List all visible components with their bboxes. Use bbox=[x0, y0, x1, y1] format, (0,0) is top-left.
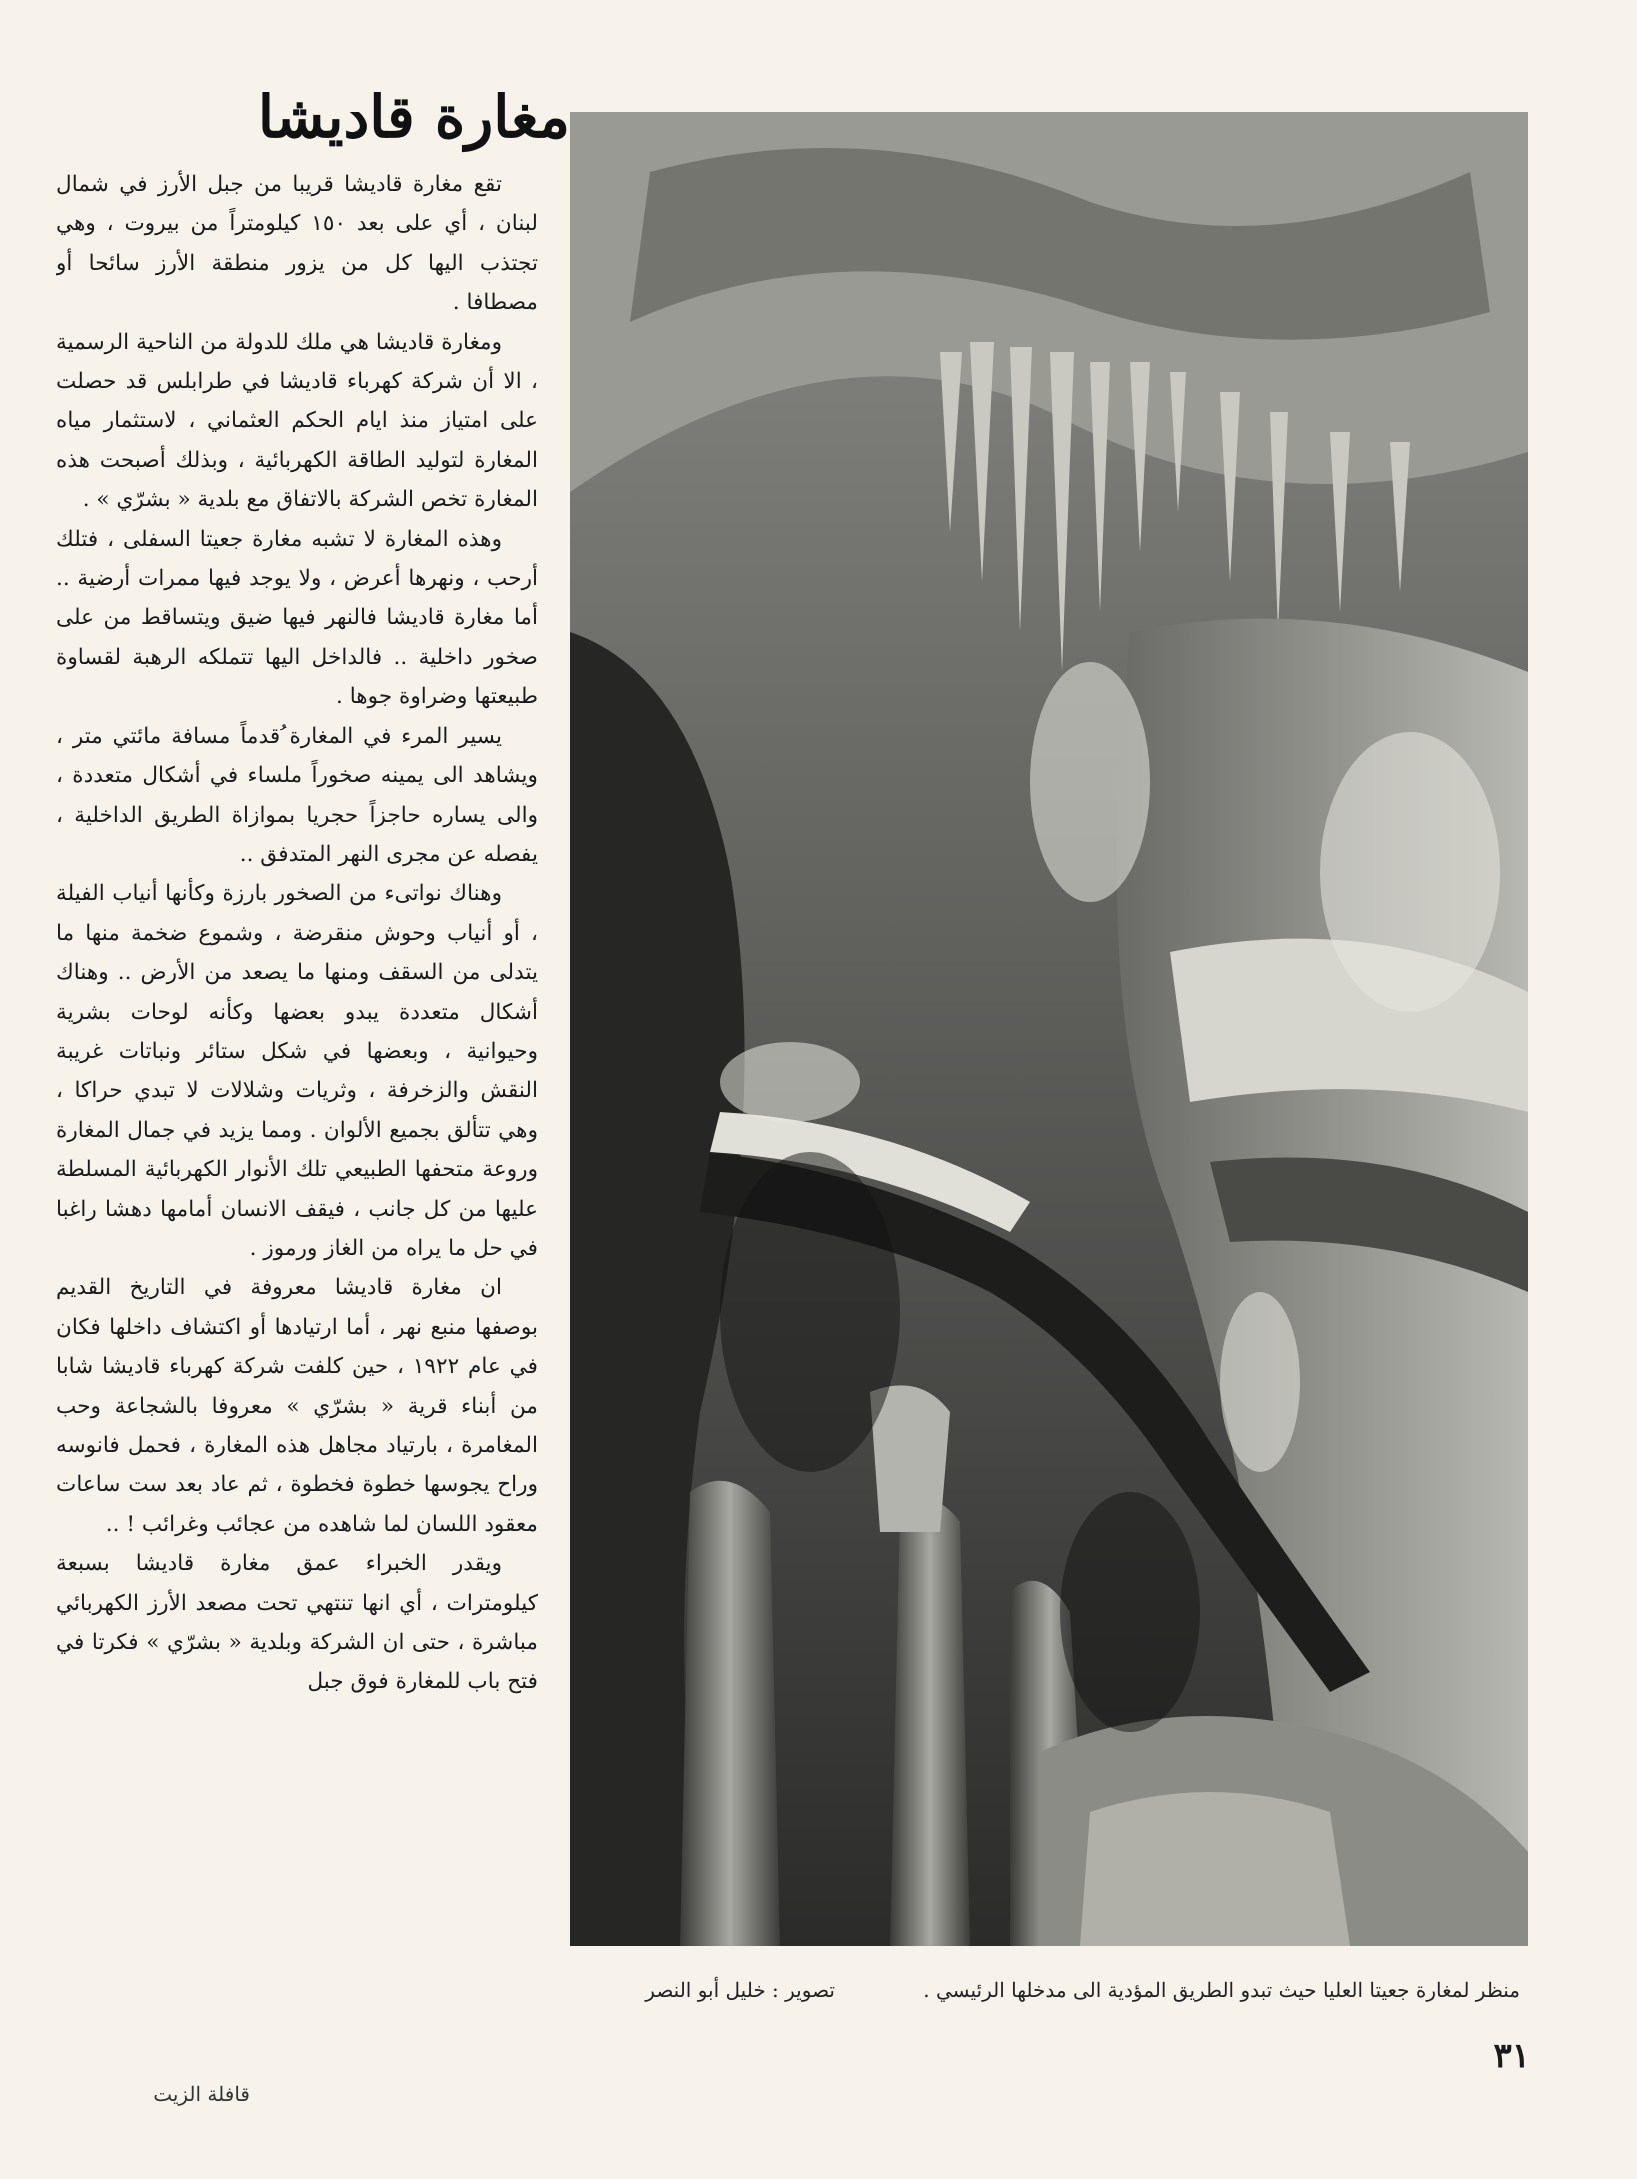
photo-caption: منظر لمغارة جعيتا العليا حيث تبدو الطريق المؤدية الى مدخلها الرئيسي . bbox=[923, 1978, 1520, 2002]
article-title: مغارة قاديشا bbox=[257, 83, 570, 151]
paragraph: وهذه المغارة لا تشبه مغارة جعيتا السفلى ، فتلك أرحب ، ونهرها أعرض ، ولا يوجد فيها ممرات أرضية .. أما مغارة قاديشا فالنهر فيها ضيق ويتساقط من على صخور داخلية .. فالداخل اليها تتملكه الرهبة لقساوة طبيعتها وضراوة جوها . bbox=[56, 526, 538, 710]
paragraph: ويقدر الخبراء عمق مغارة قاديشا بسبعة كيلومترات ، أي انها تنتهي تحت مصعد الأرز الكهربائي مباشرة ، حتى ان الشركة وبلدية « بشرّي » فكرتا في فتح باب للمغارة فوق جبل bbox=[56, 1551, 538, 1695]
paragraph: يسير المرء في المغارة ُقدماً مسافة مائتي متر ، ويشاهد الى يمينه صخوراً ملساء في أشكال متعددة ، والى يساره حاجزاً حجريا بموازاة الطريق الداخلية ، يفصله عن مجرى النهر المتدفق .. bbox=[56, 723, 538, 867]
cave-photo bbox=[570, 112, 1528, 1946]
paragraph: ومغارة قاديشا هي ملك للدولة من الناحية الرسمية ، الا أن شركة كهرباء قاديشا في طرابلس قد حصلت على امتياز منذ ايام الحكم العثماني ، لاستثمار مياه المغارة لتوليد الطاقة الكهربائية ، وبذلك أصبحت هذه المغارة تخص الشركة بالاتفاق مع بلدية « بشرّي » . bbox=[56, 329, 538, 513]
paragraph: تقع مغارة قاديشا قريبا من جبل الأرز في شمال لبنان ، أي على بعد ١٥٠ كيلومتراً من بيروت ، وهي تجتذب اليها كل من يزور منطقة الأرز سائحا أو مصطافا . bbox=[56, 172, 538, 316]
paragraph: وهناك نواتىء من الصخور بارزة وكأنها أنياب الفيلة ، أو أنياب وحوش منقرضة ، وشموع ضخمة منها ما يتدلى من السقف ومنها ما يصعد من الأرض .. وهناك أشكال متعددة يبدو بعضها وكأنه لوحات بشرية وحيوانية ، وبعضها في شكل ستائر ونباتات غريبة النقش والزخرفة ، وثريات وشلالات لا تبدي حراكا ، وهي تتألق بجميع الألوان . ومما يزيد في جمال المغارة وروعة متحفها الطبيعي تلك الأنوار الكهربائية المسلطة عليها من كل جانب ، فيقف الانسان أمامها دهشا راغبا في حل ما يراه من الغاز ورموز . bbox=[56, 881, 538, 1261]
paragraph: ان مغارة قاديشا معروفة في التاريخ القديم بوصفها منبع نهر ، أما ارتيادها أو اكتشاف داخلها فكان في عام ١٩٢٢ ، حين كلفت شركة كهرباء قاديشا شابا من أبناء قرية « بشرّي » معروفا بالشجاعة وحب المغامرة ، بارتياد مجاهل هذه المغارة ، فحمل فانوسه وراح يجوسها خطوة فخطوة ، ثم عاد بعد ست ساعات معقود اللسان لما شاهده من عجائب وغرائب ! .. bbox=[56, 1275, 538, 1537]
magazine-name: قافلة الزيت bbox=[153, 2082, 250, 2106]
article-body bbox=[56, 165, 538, 2020]
page-number: ٣١ bbox=[1493, 2036, 1530, 2076]
photo-credit: تصوير : خليل أبو النصر bbox=[645, 1978, 835, 2002]
